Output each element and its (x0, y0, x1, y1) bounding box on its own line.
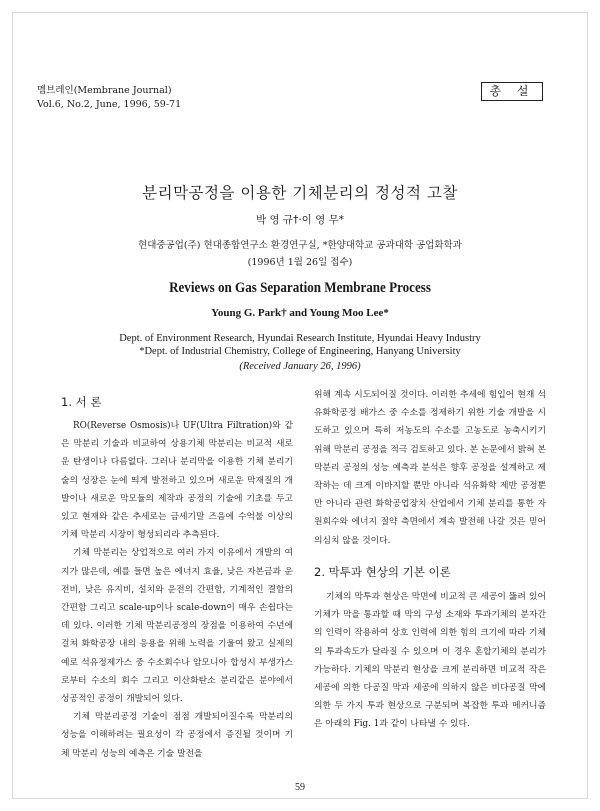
korean-title: 분리막공정을 이용한 기체분리의 정성적 고찰 (142, 184, 458, 202)
left-column (61, 417, 293, 763)
english-title: Reviews on Gas Separation Membrane Process (169, 280, 431, 296)
page-number: 59 (295, 782, 305, 793)
right-paragraph-1: 위해 계속 시도되어질 것이다. 이러한 추세에 힘입어 현재 석유화학공정 배가스 중 수소를 정제하기 위한 기술 개발을 시도하고 있으며 특히 저농도의 수소를 고농도로 농축시키기 위해 막분리 공정을 적극 검토하고 있다. 본 논문에서 밝혀 본 막분리 공정의 성능 예측과 분석은 향후 공정을 설계하고 제작하는 데 크게 이바지할 뿐만 아니라 석유화학 제반 공정뿐만 아니라 관련 화학공업장치 산업에서 기체 분리를 통한 자원회수와 에너지 절약 측면에서 계속 발전해 나갈 것은 믿어 의심치 않을 것이다. (314, 390, 546, 546)
section-1-heading: 1. 서 론 (61, 395, 102, 409)
right-paragraph-2: 기체의 막투과 현상은 막면에 비교적 큰 세공이 뚫려 있어 기체가 막을 통과할 때 막의 구성 소재와 투과기체의 분자간의 인력이 작용하여 상호 인력에 의한 힘의 크기에 따라 기체의 투과속도가 달라질 수 있으며 이 경우 혼합기체의 분리가 가능하다. 기체의 막분리 현상을 크게 분리하면 비교적 작은 세공에 의한 다공질 막과 세공에 의하지 않은 비다공질 막에 의한 두 가지 투과 현상으로 구분되며 복잡한 투과 메커니즘은 아래의 Fig. 1과 같이 나타낼 수 있다. (314, 592, 546, 730)
article-type-badge: 총 설 (481, 82, 543, 101)
english-affiliation-2: *Dept. of Industrial Chemistry, College of Engineering, Hanyang University (139, 346, 461, 357)
left-paragraph-2: 기체 막분리는 상업적으로 여러 가지 이유에서 개발의 여지가 많은데, 예를 들면 높은 에너지 효율, 낮은 자본금과 운전비, 낮은 유지비, 설치와 운전의 간편함, 기계적인 결함의 간편함 그리고 scale-up이나 scale-down이 매우 손쉽다는 데 있다. 이러한 기체 막분리공정의 장점을 이용하여 수년에 걸쳐 화학공장 내의 응용을 위해 노력을 기울여 왔고 실제의 예로 석유정제가스 중 수소회수나 암모니아 합성시 부생가스로부터 수소의 회수 그리고 이산화탄소 분리같은 분야에서 성공적인 공정이 개발되어 있다. (61, 548, 293, 705)
korean-authors: 박 영 규†·이 영 무* (255, 214, 345, 226)
left-paragraph-1: RO(Reverse Osmosis)나 UF(Ultra Filtration)와 같은 막분리 기술과 비교하여 상용기체 막분리는 비교적 새로운 탄생이나 다름없다. 그러나 분리막을 이용한 기체 분리기술의 성장은 눈에 띄게 발전하고 있으며 새로운 막재질의 개발이나 새로운 막모듈의 제작과 공정의 기술에 기초를 두고 있고 현재와 같은 추세로는 금세기말 즈음에 수억불 이상의 기체 막분리 시장이 형성되리라 추측된다. (61, 421, 293, 541)
journal-volume: Vol.6, No.2, June, 1996, 59-71 (37, 99, 182, 110)
right-column-top (314, 386, 546, 550)
korean-received-date: (1996년 1월 26일 접수) (247, 257, 353, 268)
english-affiliation-1: Dept. of Environment Research, Hyundai Research Institute, Hyundai Heavy Industry (119, 333, 481, 344)
right-column-bottom (314, 588, 546, 734)
left-paragraph-3: 기체 막분리공정 기술이 점점 개발되어질수록 막분리의 성능을 이해하려는 필요성이 각 공정에서 증진될 것이며 기체 막분리 성능의 예측은 기술 발전을 (61, 712, 293, 759)
journal-name: 멤브레인(Membrane Journal) (37, 85, 172, 96)
korean-affiliation: 현대중공업(주) 현대종합연구소 환경연구실, *한양대학교 공과대학 공업화학과 (138, 240, 462, 251)
journal-info (37, 84, 181, 112)
english-received-date: (Received January 26, 1996) (239, 361, 361, 372)
section-2-heading: 2. 막투과 현상의 기본 이론 (314, 565, 451, 579)
english-authors: Young G. Park† and Young Moo Lee* (211, 307, 389, 319)
